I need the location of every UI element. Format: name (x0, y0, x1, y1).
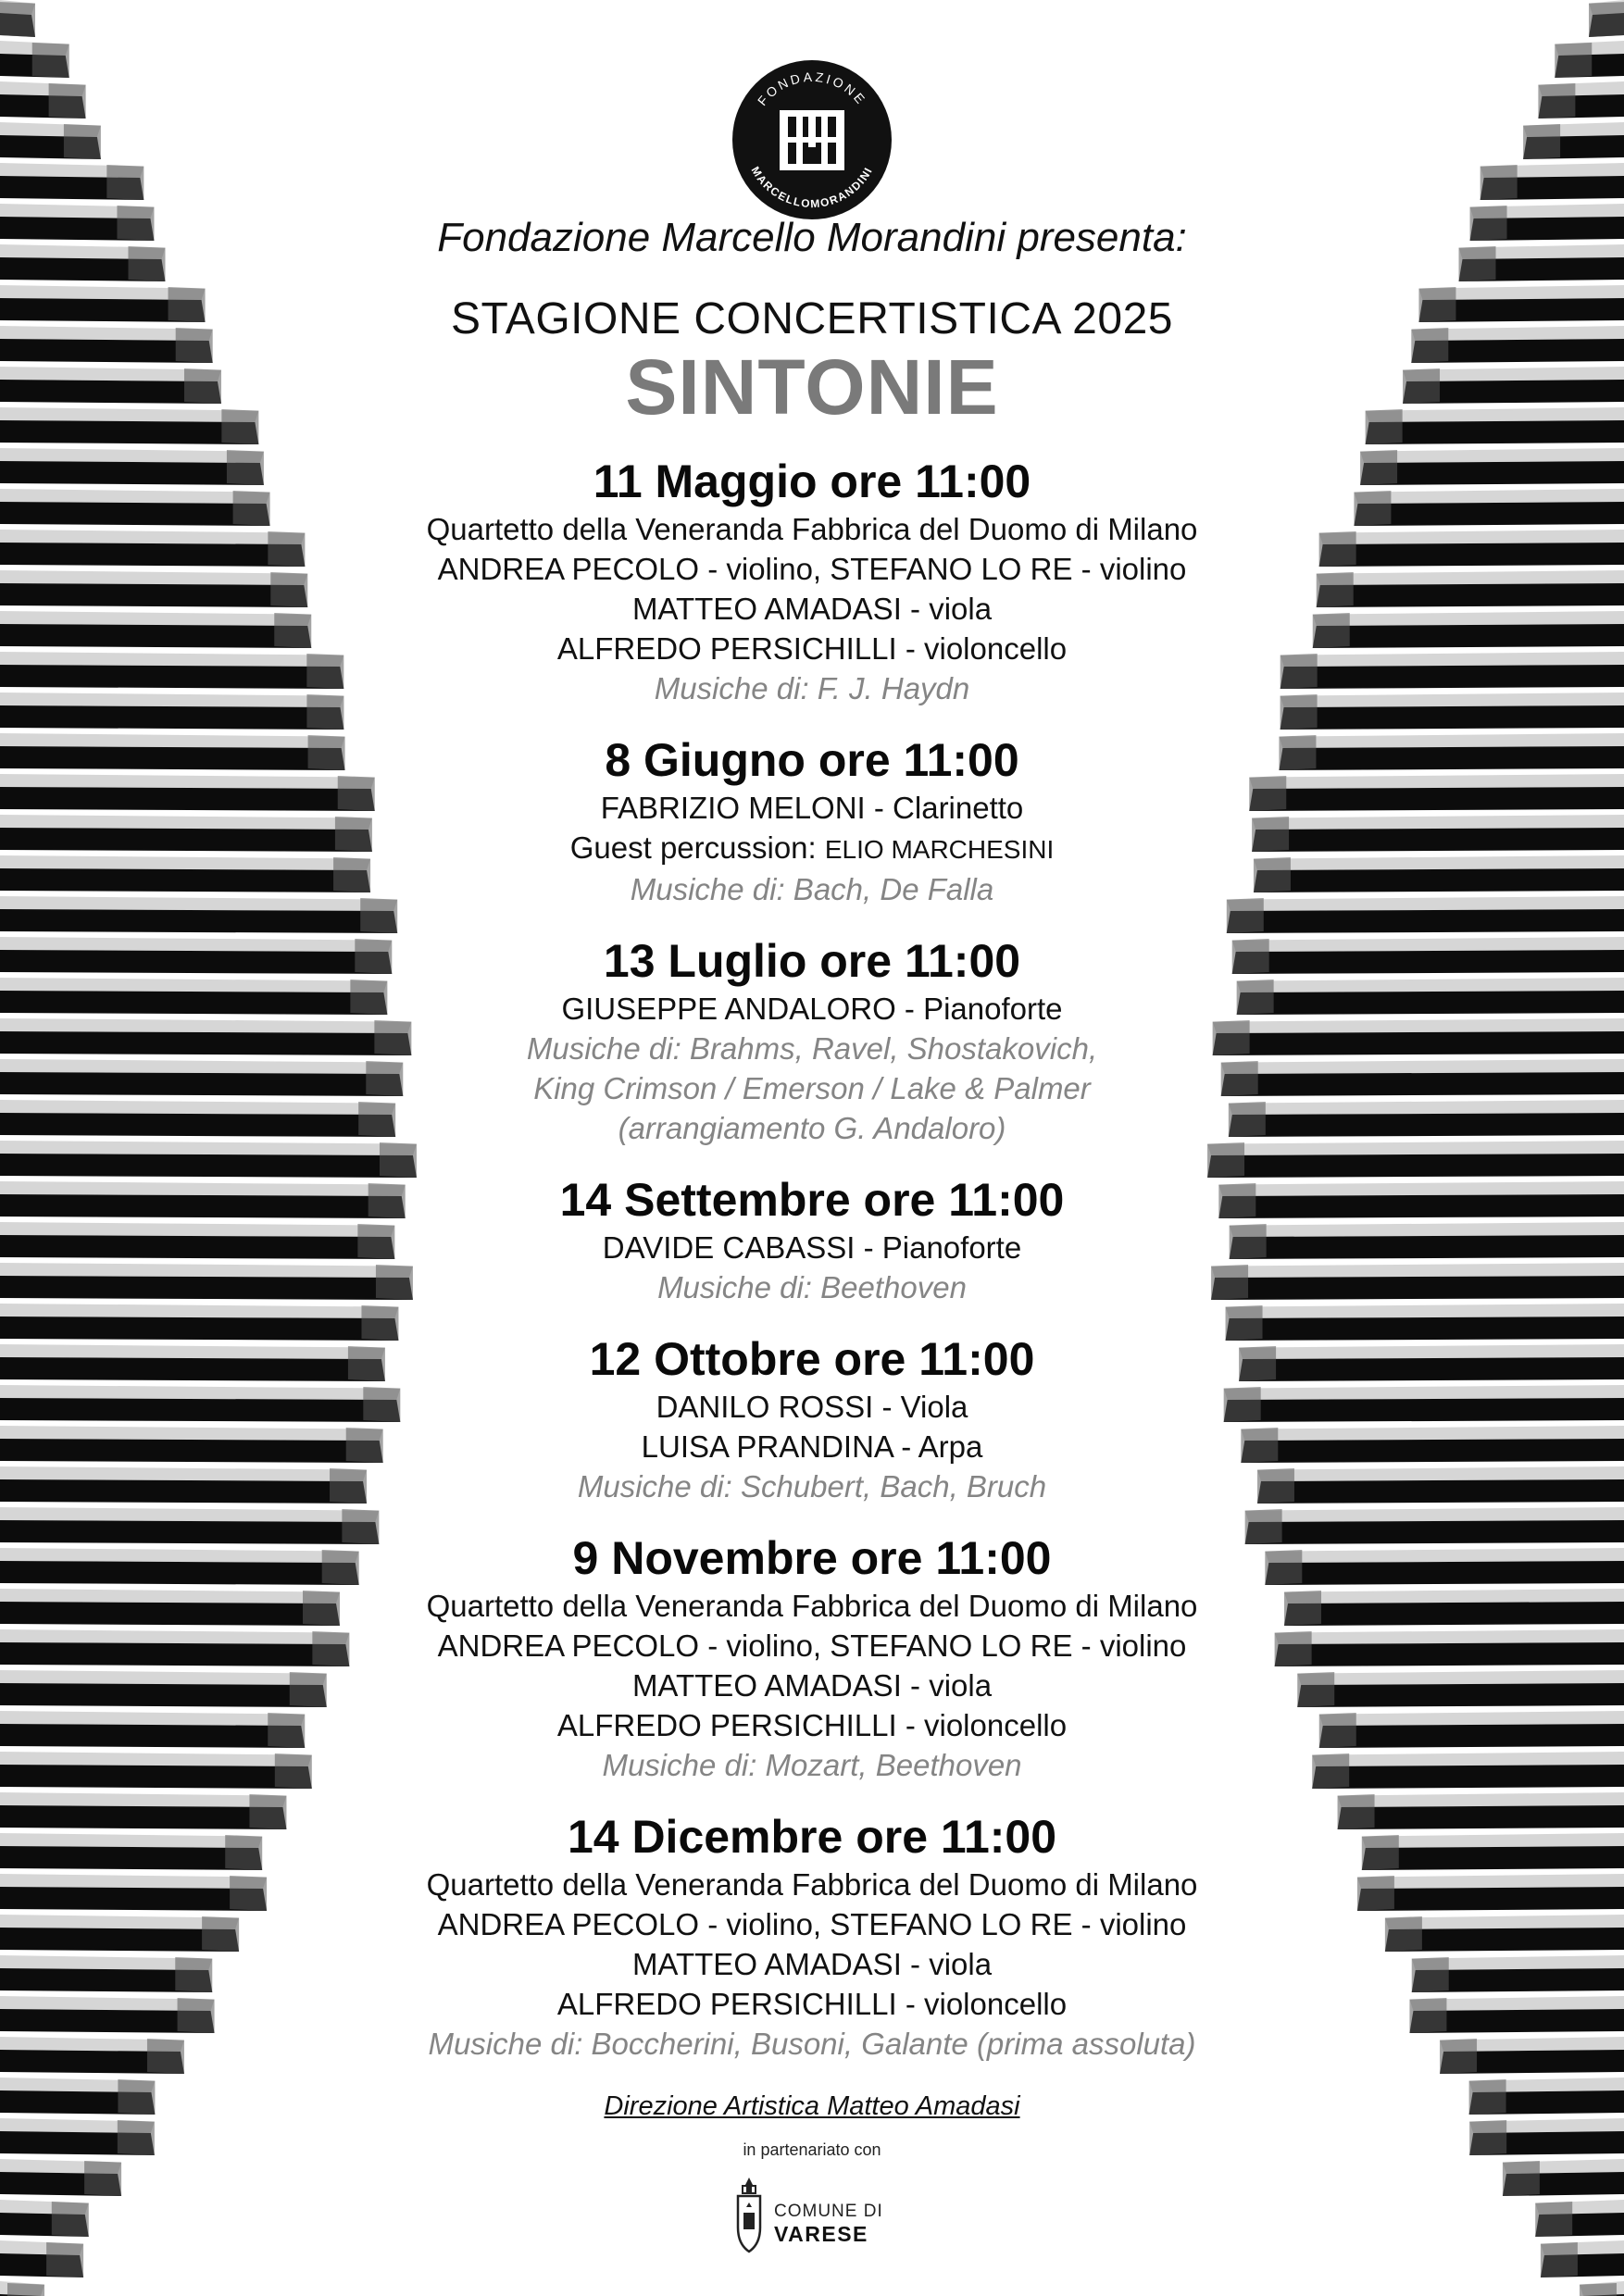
event-date-time: 14 Dicembre ore 11:00 (567, 1811, 1057, 1863)
sculpture-slab (1503, 2161, 1540, 2196)
artistic-direction: Direzione Artistica Matteo Amadasi (604, 2091, 1020, 2121)
event-date-time: 8 Giugno ore 11:00 (605, 734, 1019, 786)
poster-content (0, 209, 1624, 2125)
event-music-program: Musiche di: Bach, De Falla (630, 872, 994, 906)
concert-event (0, 1530, 1624, 1785)
sculpture-slab (106, 165, 144, 200)
sculpture-slab (1580, 2283, 1617, 2296)
event-date-time: 13 Luglio ore 11:00 (603, 935, 1021, 987)
event-music-program: Musiche di: Mozart, Beethoven (602, 1748, 1022, 1782)
event-performer-line: ALFREDO PERSICHILLI - violoncello (556, 1708, 1068, 1742)
event-music-program: (arrangiamento G. Andaloro) (618, 1111, 1006, 1145)
sculpture-slab (1523, 124, 1560, 159)
concert-event (0, 1331, 1624, 1506)
sculpture-slab (1538, 83, 1575, 119)
event-performer-line: LUISA PRANDINA - Arpa (641, 1429, 983, 1464)
presenta-line: Fondazione Marcello Morandini presenta: (437, 215, 1187, 260)
sculpture-slab (1555, 43, 1592, 78)
partner-varese-text: VARESE (774, 2222, 868, 2246)
event-performer-line: Quartetto della Veneranda Fabbrica del Duomo di Milano (426, 512, 1198, 546)
event-date-time: 12 Ottobre ore 11:00 (589, 1333, 1035, 1385)
sculpture-slab (1535, 2202, 1572, 2237)
comune-varese-logo (733, 2176, 900, 2253)
sculpture-slab (1480, 165, 1518, 200)
logo-ring-text-bottom: MARCELLOMORANDINI (748, 164, 876, 211)
event-performer-line: MATTEO AMADASI - viola (631, 1668, 993, 1703)
sculpture-slab (7, 2283, 44, 2296)
season-title: STAGIONE CONCERTISTICA 2025 (451, 294, 1173, 343)
varese-crest-icon (733, 2176, 765, 2253)
event-performer-line: ANDREA PECOLO - violino, STEFANO LO RE - violino (437, 1628, 1187, 1663)
event-music-program: King Crimson / Emerson / Lake & Palmer (533, 1071, 1091, 1105)
sculpture-slab (84, 2161, 121, 2196)
event-music-program: Musiche di: Brahms, Ravel, Shostakovich, (526, 1031, 1098, 1066)
event-guest-line (0, 828, 1624, 869)
concert-event (0, 454, 1624, 708)
partner-label: in partenariato con (743, 2140, 881, 2159)
concert-event (0, 933, 1624, 1148)
sculpture-slab (1589, 2, 1624, 37)
partner-comune-text: COMUNE DI (774, 2202, 883, 2221)
event-performer-line: ANDREA PECOLO - violino, STEFANO LO RE - violino (437, 552, 1187, 586)
guest-name: ELIO MARCHESINI (824, 835, 1055, 864)
sculpture-slab (49, 83, 86, 119)
concert-event (0, 732, 1624, 909)
logo-ring-text-top: FONDAZIONE (754, 69, 870, 109)
event-performer-line: Quartetto della Veneranda Fabbrica del Duomo di Milano (426, 1867, 1198, 1902)
event-performer-line: DAVIDE CABASSI - Pianoforte (602, 1230, 1022, 1265)
sculpture-slab (64, 124, 101, 159)
event-performer-line: Quartetto della Veneranda Fabbrica del Duomo di Milano (426, 1589, 1198, 1623)
event-performer-line: FABRIZIO MELONI - Clarinetto (600, 791, 1024, 825)
series-title: SINTONIE (625, 343, 999, 430)
events-list (0, 454, 1624, 2064)
sculpture-slab (32, 43, 69, 78)
event-performer-line: DANILO ROSSI - Viola (656, 1390, 968, 1424)
event-performer-line: ALFREDO PERSICHILLI - violoncello (556, 631, 1068, 666)
event-date-time: 11 Maggio ore 11:00 (593, 455, 1031, 507)
event-performer-line: ANDREA PECOLO - violino, STEFANO LO RE - violino (437, 1907, 1187, 1941)
event-date-time: 9 Novembre ore 11:00 (572, 1532, 1052, 1584)
guest-label: Guest percussion: (569, 830, 825, 865)
fondazione-logo (731, 59, 893, 220)
event-music-program: Musiche di: F. J. Haydn (654, 671, 970, 705)
sculpture-slab (1541, 2242, 1578, 2277)
concert-event (0, 1172, 1624, 1307)
sculpture-slab (0, 2, 35, 37)
event-performer-line: ALFREDO PERSICHILLI - violoncello (556, 1987, 1068, 2021)
event-performer-line: MATTEO AMADASI - viola (631, 1947, 993, 1981)
event-performer-line: GIUSEPPE ANDALORO - Pianoforte (561, 992, 1063, 1026)
sculpture-slab (46, 2242, 83, 2277)
concert-event (0, 1809, 1624, 2064)
event-music-program: Musiche di: Beethoven (657, 1270, 967, 1304)
sculpture-slab (52, 2202, 89, 2237)
event-performer-line: MATTEO AMADASI - viola (631, 592, 993, 626)
event-date-time: 14 Settembre ore 11:00 (559, 1174, 1065, 1226)
event-music-program: Musiche di: Schubert, Bach, Bruch (577, 1469, 1047, 1504)
event-music-program: Musiche di: Boccherini, Busoni, Galante (prima assoluta) (428, 2027, 1196, 2061)
